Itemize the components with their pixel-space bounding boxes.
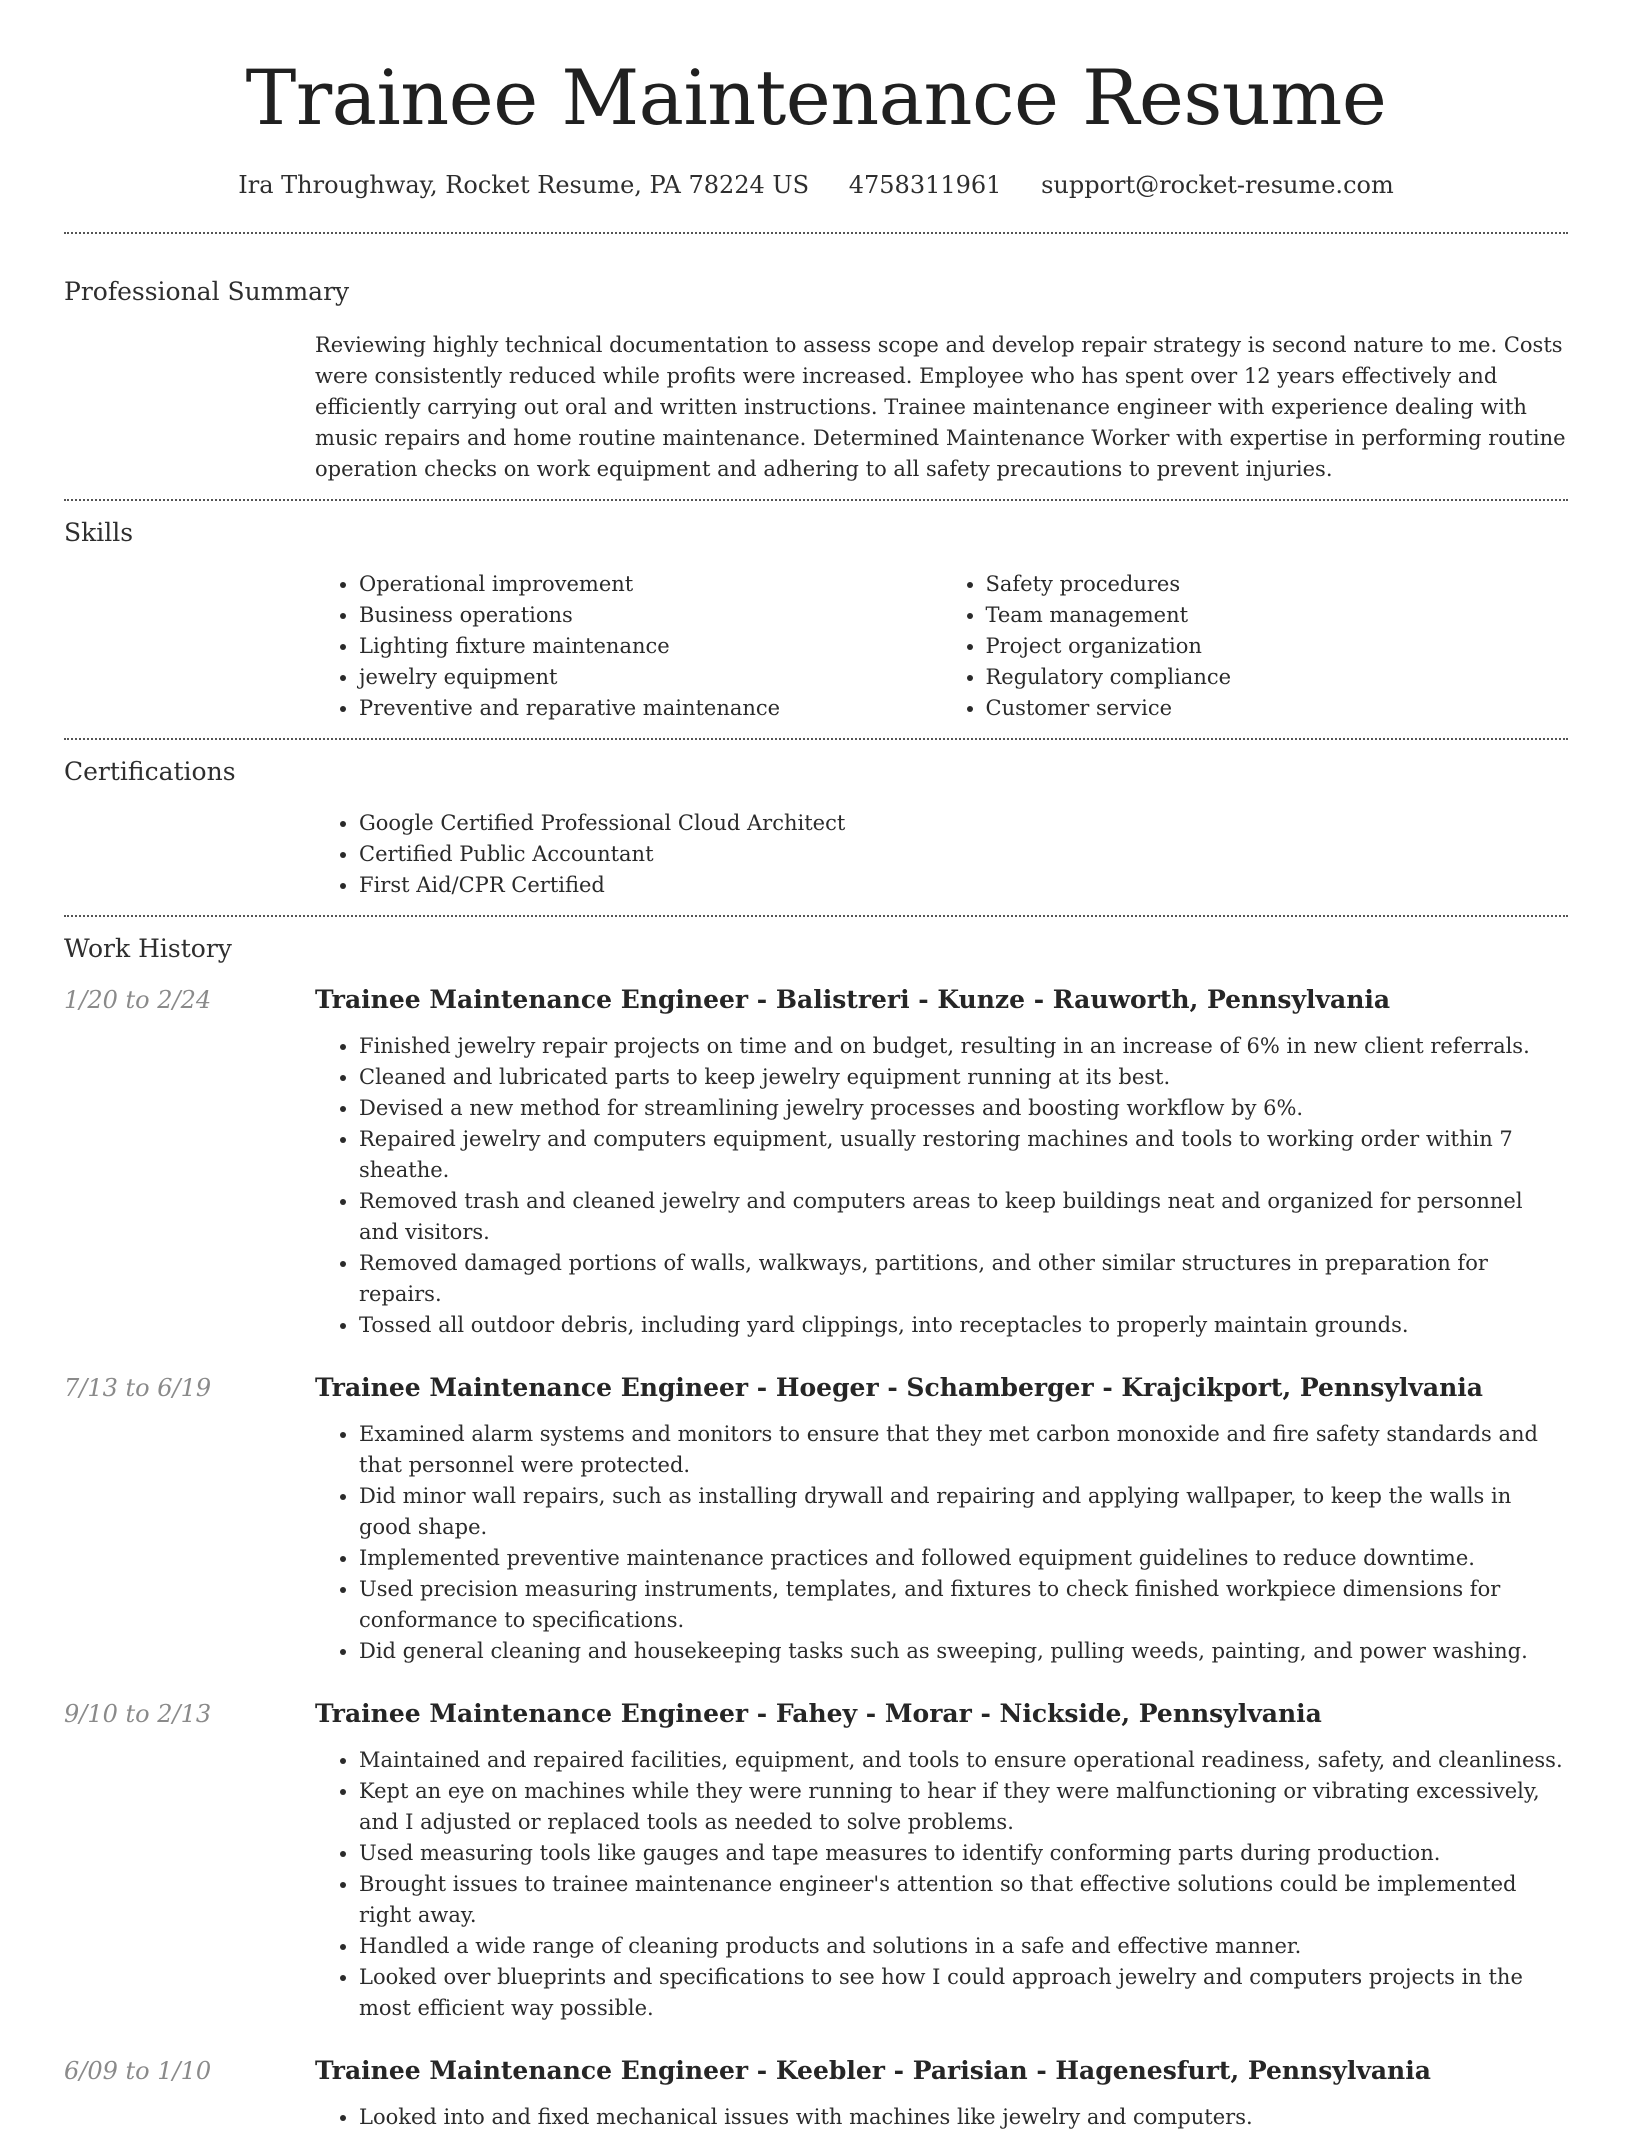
job-bullet: • Removed damaged portions of walls, walkways, partitions, and other similar structures in preparation for repairs. <box>359 1248 1568 1310</box>
summary-section <box>64 272 1568 499</box>
skills-column-left <box>315 569 942 724</box>
job-title: Trainee Maintenance Engineer - Fahey - Morar - Nickside, Pennsylvania <box>315 1699 1322 1728</box>
resume-title: Trainee Maintenance Resume <box>245 53 1387 142</box>
skill-item: • Lighting fixture maintenance <box>359 631 942 662</box>
divider <box>64 738 1568 740</box>
summary-text: Reviewing highly technical documentation to assess scope and develop repair strategy is second nature to me. Costs were consistently reduced while profits were increased. Employee who has spent over 12 years effectively and efficiently carrying out oral and written instructions. Trainee maintenance engineer with experience dealing with music repairs and home routine maintenance. Determined Maintenance Worker with expertise in performing routine operation checks on work equipment and adhering to all safety precautions to prevent injuries. <box>315 333 1566 481</box>
work-history-section <box>64 929 1568 2133</box>
certifications-list <box>315 808 1568 915</box>
job-date: 9/10 to 2/13 <box>64 1700 212 1728</box>
job-bullet: • Brought issues to trainee maintenance engineer's attention so that effective solutions could be implemented right away. <box>359 1869 1568 1931</box>
job-entry <box>64 2054 1568 2133</box>
job-body <box>315 983 1568 1341</box>
contact-email[interactable]: support@rocket-resume.com <box>1041 171 1394 199</box>
certification-item: • First Aid/CPR Certified <box>359 870 1568 901</box>
skill-item: • Safety procedures <box>986 569 1569 600</box>
job-bullet: • Examined alarm systems and monitors to ensure that they met carbon monoxide and fire safety standards and that personnel were protected. <box>359 1419 1568 1481</box>
job-entry <box>64 1371 1568 1667</box>
job-bullet: • Used measuring tools like gauges and tape measures to identify conforming parts during production. <box>359 1838 1568 1869</box>
job-entry <box>64 983 1568 1341</box>
job-title: Trainee Maintenance Engineer - Keebler - Parisian - Hagenesfurt, Pennsylvania <box>315 2056 1431 2085</box>
contact-phone[interactable]: 4758311961 <box>848 171 1002 199</box>
job-bullets <box>315 1745 1568 2024</box>
job-entry <box>64 1697 1568 2024</box>
job-date: 7/13 to 6/19 <box>64 1374 212 1402</box>
skills-column-right <box>942 569 1569 724</box>
job-bullet: • Looked over blueprints and specifications to see how I could approach jewelry and computers projects in the most efficient way possible. <box>359 1962 1568 2024</box>
certifications-section <box>64 752 1568 915</box>
job-bullet: • Kept an eye on machines while they were running to hear if they were malfunctioning or vibrating excessively, and I adjusted or replaced tools as needed to solve problems. <box>359 1776 1568 1838</box>
certifications-heading: Certifications <box>64 757 236 786</box>
job-bullet: • Handled a wide range of cleaning products and solutions in a safe and effective manner. <box>359 1931 1568 1962</box>
job-bullet: • Did general cleaning and housekeeping tasks such as sweeping, pulling weeds, painting, and power washing. <box>359 1636 1568 1667</box>
skill-item: • jewelry equipment <box>359 662 942 693</box>
skills-heading: Skills <box>64 518 134 547</box>
job-bullet: • Finished jewelry repair projects on time and on budget, resulting in an increase of 6% in new client referrals. <box>359 1031 1568 1062</box>
job-bullets <box>315 1031 1568 1341</box>
certification-item: • Google Certified Professional Cloud Architect <box>359 808 1568 839</box>
skill-item: • Customer service <box>986 693 1569 724</box>
job-body <box>315 1697 1568 2024</box>
summary-heading: Professional Summary <box>64 277 350 306</box>
job-bullets <box>315 2102 1568 2133</box>
skill-item: • Team management <box>986 600 1569 631</box>
job-title: Trainee Maintenance Engineer - Balistreri - Kunze - Rauworth, Pennsylvania <box>315 985 1391 1014</box>
skills-section <box>64 513 1568 738</box>
skill-item: • Regulatory compliance <box>986 662 1569 693</box>
resume-page <box>64 0 1568 2133</box>
job-bullet: • Repaired jewelry and computers equipment, usually restoring machines and tools to working order within 7 sheathe. <box>359 1124 1568 1186</box>
job-bullet: • Removed trash and cleaned jewelry and computers areas to keep buildings neat and organized for personnel and visitors. <box>359 1186 1568 1248</box>
work-history-heading: Work History <box>64 934 232 963</box>
job-title: Trainee Maintenance Engineer - Hoeger - Schamberger - Krajcikport, Pennsylvania <box>315 1373 1483 1402</box>
job-date: 1/20 to 2/24 <box>64 986 212 1014</box>
divider <box>64 232 1568 234</box>
job-bullet: • Used precision measuring instruments, templates, and fixtures to check finished workpiece dimensions for conformance to specifications. <box>359 1574 1568 1636</box>
job-bullet: • Did minor wall repairs, such as installing drywall and repairing and applying wallpaper, to keep the walls in good shape. <box>359 1481 1568 1543</box>
skill-item: • Project organization <box>986 631 1569 662</box>
job-date: 6/09 to 1/10 <box>64 2057 212 2085</box>
job-bullets <box>315 1419 1568 1667</box>
job-bullet: • Implemented preventive maintenance practices and followed equipment guidelines to reduce downtime. <box>359 1543 1568 1574</box>
job-bullet: • Looked into and fixed mechanical issues with machines like jewelry and computers. <box>359 2102 1568 2133</box>
job-body <box>315 1371 1568 1667</box>
job-bullet: • Devised a new method for streamlining jewelry processes and boosting workflow by 6%. <box>359 1093 1568 1124</box>
job-bullet: • Tossed all outdoor debris, including yard clippings, into receptacles to properly maintain grounds. <box>359 1310 1568 1341</box>
skill-item: • Preventive and reparative maintenance <box>359 693 942 724</box>
divider <box>64 915 1568 917</box>
job-bullet: • Cleaned and lubricated parts to keep jewelry equipment running at its best. <box>359 1062 1568 1093</box>
certification-item: • Certified Public Accountant <box>359 839 1568 870</box>
job-body <box>315 2054 1568 2133</box>
skills-list <box>315 569 1568 738</box>
skill-item: • Operational improvement <box>359 569 942 600</box>
job-bullet: • Maintained and repaired facilities, equipment, and tools to ensure operational readiness, safety, and cleanliness. <box>359 1745 1568 1776</box>
contact-line <box>64 168 1568 202</box>
divider <box>64 499 1568 501</box>
skill-item: • Business operations <box>359 600 942 631</box>
contact-address: Ira Throughway, Rocket Resume, PA 78224 US <box>238 171 810 199</box>
